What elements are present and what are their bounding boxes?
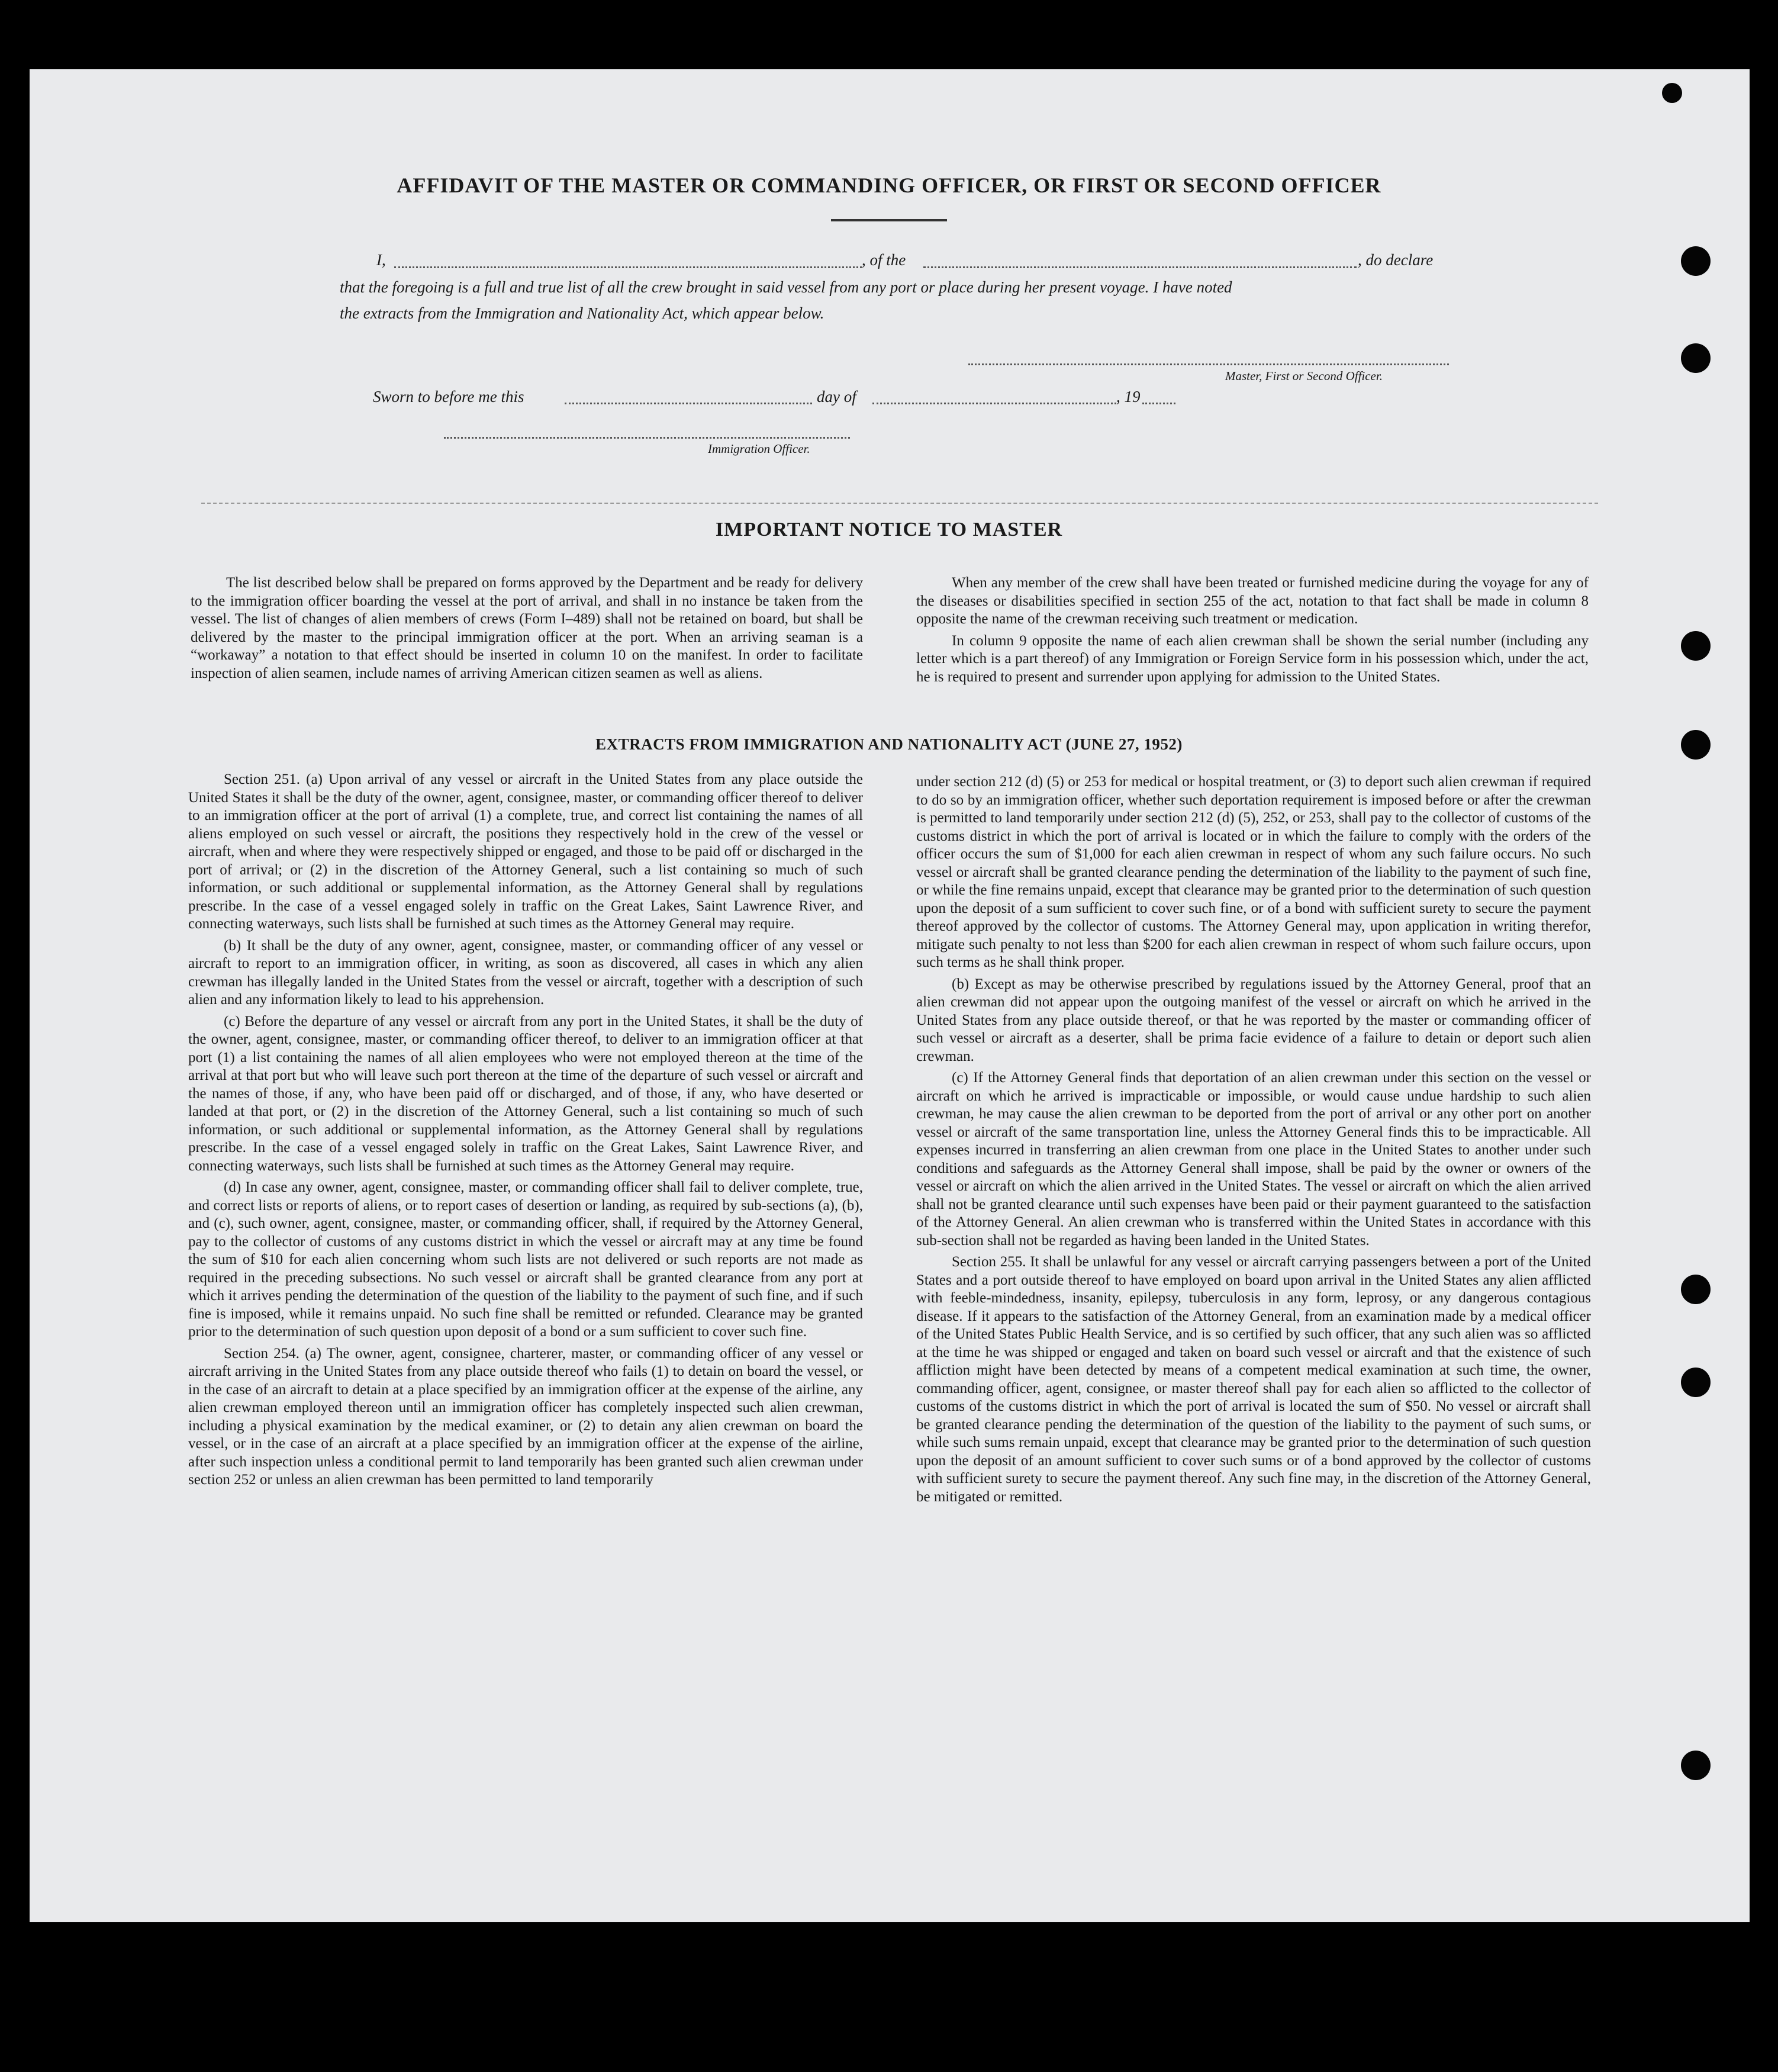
extracts-right-column bbox=[916, 773, 1591, 1510]
faint-divider bbox=[201, 503, 1598, 504]
section-251-a: Section 251. (a) Upon arrival of any vessel or aircraft in the United States from any place outside the United States it shall be the duty of the owner, agent, consignee, master, or commanding officer thereof to deliver to an immigration officer at the port of arrival (1) a complete, true, and correct list containing the names of all aliens employed on such vessel or aircraft, the positions they respectively hold in the crew of the vessel or aircraft, when and where they were respectively shipped or engaged, and those to be paid off or discharged in the port of arrival; or (2) in the discretion of the Attorney General, such a list containing so much of such information, or such additional or supplemental information, as the Attorney General shall by regulations prescribe. In the case of a vessel engaged solely in traffic on the Great Lakes, Saint Lawrence River, and connecting waterways, such lists shall be furnished at such times as the Attorney General may require. bbox=[188, 771, 863, 932]
extracts-title: EXTRACTS FROM IMMIGRATION AND NATIONALITY ACT (JUNE 27, 1952) bbox=[595, 735, 1183, 753]
section-251-c: (c) Before the departure of any vessel or aircraft from any port in the United States, it shall be the duty of the owner, agent, consignee, master, or commanding officer thereof, to deliver to an immigration officer at that port (1) a list containing the names of all alien employees who were not employed thereon at the time of the arrival at that port but who will leave such port thereon at the time of the departure of such vessel or aircraft and the names of those, if any, who have been paid off or discharged, and of those, if any, who have deserted or landed at that port, or (2) in the discretion of the Attorney General, such a list containing so much of such information, or such additional or supplemental information, as the Attorney General shall by regulations prescribe. In the case of a vessel engaged solely in traffic on the Great Lakes, Saint Lawrence River, and connecting waterways, such lists shall be furnished at such times as the Attorney General may require. bbox=[188, 1013, 863, 1174]
section-255: Section 255. It shall be unlawful for any vessel or aircraft carrying passengers between a port of the United States and a port outside thereof to have employed on board upon arrival in the United States any alien afflicted with feeble-mindedness, insanity, epilepsy, tuberculosis in any form, leprosy, or any dangerous contagious disease. If it appears to the satisfaction of the Attorney General, from an examination made by a medical officer of the United States Public Health Service, and is so certified by such officer, that any such alien was so afflicted at the time he was shipped or engaged and taken on board such vessel or aircraft and that the existence of such affliction might have been detected by means of a competent medical examination at such time, the owner, commanding officer, agent, consignee, or master thereof shall pay for each alien so afflicted to the collector of customs of the customs district in which the port of arrival is located the sum of $50. No vessel or aircraft shall be granted clearance pending the determination of the question of the liability to the payment of such sums, or while such sums remain unpaid, except that clearance may be granted prior to the determination of such question upon the deposit of an amount sufficient to cover such sums or of a bond approved by the collector of customs with sufficient surety to secure the payment thereof. Any such fine may, in the discretion of the Attorney General, be mitigated or remitted. bbox=[916, 1254, 1591, 1505]
declare-do-label: , do declare bbox=[1358, 251, 1434, 269]
binder-hole-2 bbox=[1681, 343, 1711, 373]
binder-hole-3 bbox=[1681, 631, 1711, 661]
notice-left-text: The list described below shall be prepared on forms approved by the Department and be ready for delivery to the immigration officer boarding the vessel at the port of arrival, and shall in no instance be taken from the vessel. The list of changes of alien members of crews (Form I–489) shall not be retained on board, but shall be delivered by the master to the principal immigration officer at the port. When an arriving seaman is a “workaway” a notation to that effect should be inserted in column 10 on the manifest. In order to facilitate inspection of alien seamen, include names of arriving American citizen seamen as well as aliens. bbox=[191, 575, 863, 681]
binder-hole-1 bbox=[1681, 246, 1711, 276]
declare-of-the-label: , of the bbox=[862, 251, 906, 269]
section-254-b: (b) Except as may be otherwise prescribed by regulations issued by the Attorney General, proof that an alien crewman did not appear upon the outgoing manifest of the vessel or aircraft on which he arrived in the United States from any place outside thereof, or that he was reported by the master or commanding officer of such vessel or aircraft as a deserter, shall be prima facie evidence of a failure to detain or deport such alien crewman. bbox=[916, 976, 1591, 1064]
section-254-a-continued: under section 212 (d) (5) or 253 for medical or hospital treatment, or (3) to deport such alien crewman if required to do so by an immigration officer, whether such deportation requirement is imposed before or after the crewman is permitted to land temporarily under section 212 (d) (5), 252, or 253, shall pay to the collector of customs of the customs district in which the port of arrival is located or in which the failure to comply with the orders of the officer occurs the sum of $1,000 for each alien crewman in respect of whom any such failure occurs. No such vessel or aircraft shall be granted clearance pending the determination of the liability to the payment of such fine, or while the fine remains unpaid, except that clearance may be granted prior to the determination of such question upon the deposit of a sum sufficient to cover such fine, or of a bond with sufficient surety to secure the payment thereof approved by the collector of customs. The Attorney General may, upon application in writing therefor, mitigate such penalty to not less than $200 for each alien crewman in respect of whom such failure occurs, upon such terms as he shall think proper. bbox=[916, 774, 1591, 970]
notice-title: IMPORTANT NOTICE TO MASTER bbox=[715, 519, 1063, 540]
notice-right-text-2: In column 9 opposite the name of each alien crewman shall be shown the serial number (including any letter which is a part thereof) of any Immigration or Foreign Service form in his possession which, under the act, he is required to present and surrender upon applying for admission to the United States. bbox=[916, 632, 1589, 685]
binder-hole-6 bbox=[1681, 1368, 1711, 1397]
sworn-day-field[interactable] bbox=[565, 403, 812, 404]
section-251-b: (b) It shall be the duty of any owner, agent, consignee, master, or commanding officer of any vessel or aircraft to report to an immigration officer, in writing, as soon as discovered, all cases in which any alien crewman has illegally landed in the United States from the vessel or aircraft, together with a description of such alien and any information likely to lead to his apprehension. bbox=[188, 937, 863, 1008]
notice-right-text-1: When any member of the crew shall have been treated or furnished medicine during the voyage for any of the diseases or disabilities specified in section 255 of the act, notation to that fact shall be made in column 8 opposite the name of the crewman receiving such treatment or medication. bbox=[916, 575, 1589, 627]
sworn-month-field[interactable] bbox=[872, 403, 1116, 404]
binder-hole-corner bbox=[1662, 83, 1682, 103]
section-254-c: (c) If the Attorney General finds that deportation of an alien crewman under this section on the vessel or aircraft on which he arrived is impracticable or impossible, or would cause undue hardship to such alien crewman, he may cause the alien crewman to be deported from the port of arrival or any other port on another vessel or aircraft of the same transportation line, unless the Attorney General finds this to be impracticable. All expenses incurred in transferring an alien crewman from one place in the United States to another under such conditions and safeguards as the Attorney General shall impose, shall be paid by the owner or owners of the vessel or aircraft on which the alien arrived in the United States. The vessel or aircraft on which the alien arrived shall not be granted clearance until such expenses have been paid or their payment guaranteed to the satisfaction of the Attorney General. An alien crewman who is transferred within the United States in accordance with this sub-section shall not be regarded as having been landed in the United States. bbox=[916, 1070, 1591, 1249]
declare-i-label: I, bbox=[376, 251, 386, 269]
master-signature-field[interactable] bbox=[968, 363, 1449, 365]
title-rule bbox=[831, 219, 947, 221]
day-of-label: day of bbox=[817, 388, 856, 406]
section-254-a: Section 254. (a) The owner, agent, consignee, charterer, master, or commanding officer of any vessel or aircraft arriving in the United States from any place outside thereof who fails (1) to detain on board the vessel, or in the case of an aircraft to detain at a place specified by an immigration officer at the expense of the airline, any alien crewman employed thereon until an immigration officer has completely inspected such alien crewman, including a physical examination by the medical examiner, or (2) to detain any alien crewman on board the vessel, or in the case of an aircraft at a place specified by an immigration officer at the expense of the airline, after such inspection unless a conditional permit to land temporarily has been granted such alien crewman under section 252 or unless an alien crewman has been permitted to land temporarily bbox=[188, 1345, 863, 1488]
master-signature-label: Master, First or Second Officer. bbox=[1225, 369, 1383, 383]
binder-hole-7 bbox=[1681, 1751, 1711, 1780]
year-prefix-label: , 19 bbox=[1116, 388, 1141, 406]
extracts-left-column bbox=[188, 771, 863, 1493]
sworn-label: Sworn to before me this bbox=[373, 388, 524, 406]
notice-left-paragraph bbox=[191, 574, 863, 686]
notice-right-paragraphs bbox=[916, 574, 1589, 690]
sworn-year-field[interactable] bbox=[1142, 403, 1175, 404]
affidavit-statement-line-1: that the foregoing is a full and true list of all the crew brought in said vessel from any port or place during her present voyage. I have noted bbox=[340, 278, 1232, 296]
binder-hole-5 bbox=[1681, 1275, 1711, 1304]
section-251-d: (d) In case any owner, agent, consignee, master, or commanding officer shall fail to deliver complete, true, and correct lists or reports of aliens, or to report cases of desertion or landing, as required by sub-sections (a), (b), and (c), such owner, agent, consignee, master, or commanding officer, shall, if required by the Attorney General, pay to the collector of customs of any customs district in which the vessel or aircraft may at any time be found the sum of $10 for each alien concerning whom such lists are not delivered or such reports are not made as required in the preceding subsections. No such vessel or aircraft shall be granted clearance from any port at which it arrives pending the determination of the question of the liability to the payment of such fine, and if such fine is imposed, while it remains unpaid. No such fine shall be remitted or refunded. Clearance may be granted prior to the determination of such question upon deposit of a bond or a sum sufficient to cover such fine. bbox=[188, 1179, 863, 1340]
vessel-field[interactable] bbox=[923, 266, 1357, 268]
affidavit-title: AFFIDAVIT OF THE MASTER OR COMMANDING OFFICER, OR FIRST OR SECOND OFFICER bbox=[397, 173, 1381, 197]
affidavit-statement-line-2: the extracts from the Immigration and Nationality Act, which appear below. bbox=[340, 304, 824, 322]
name-field[interactable] bbox=[394, 266, 862, 268]
immigration-officer-signature-field[interactable] bbox=[444, 437, 850, 439]
immigration-officer-label: Immigration Officer. bbox=[708, 442, 810, 456]
